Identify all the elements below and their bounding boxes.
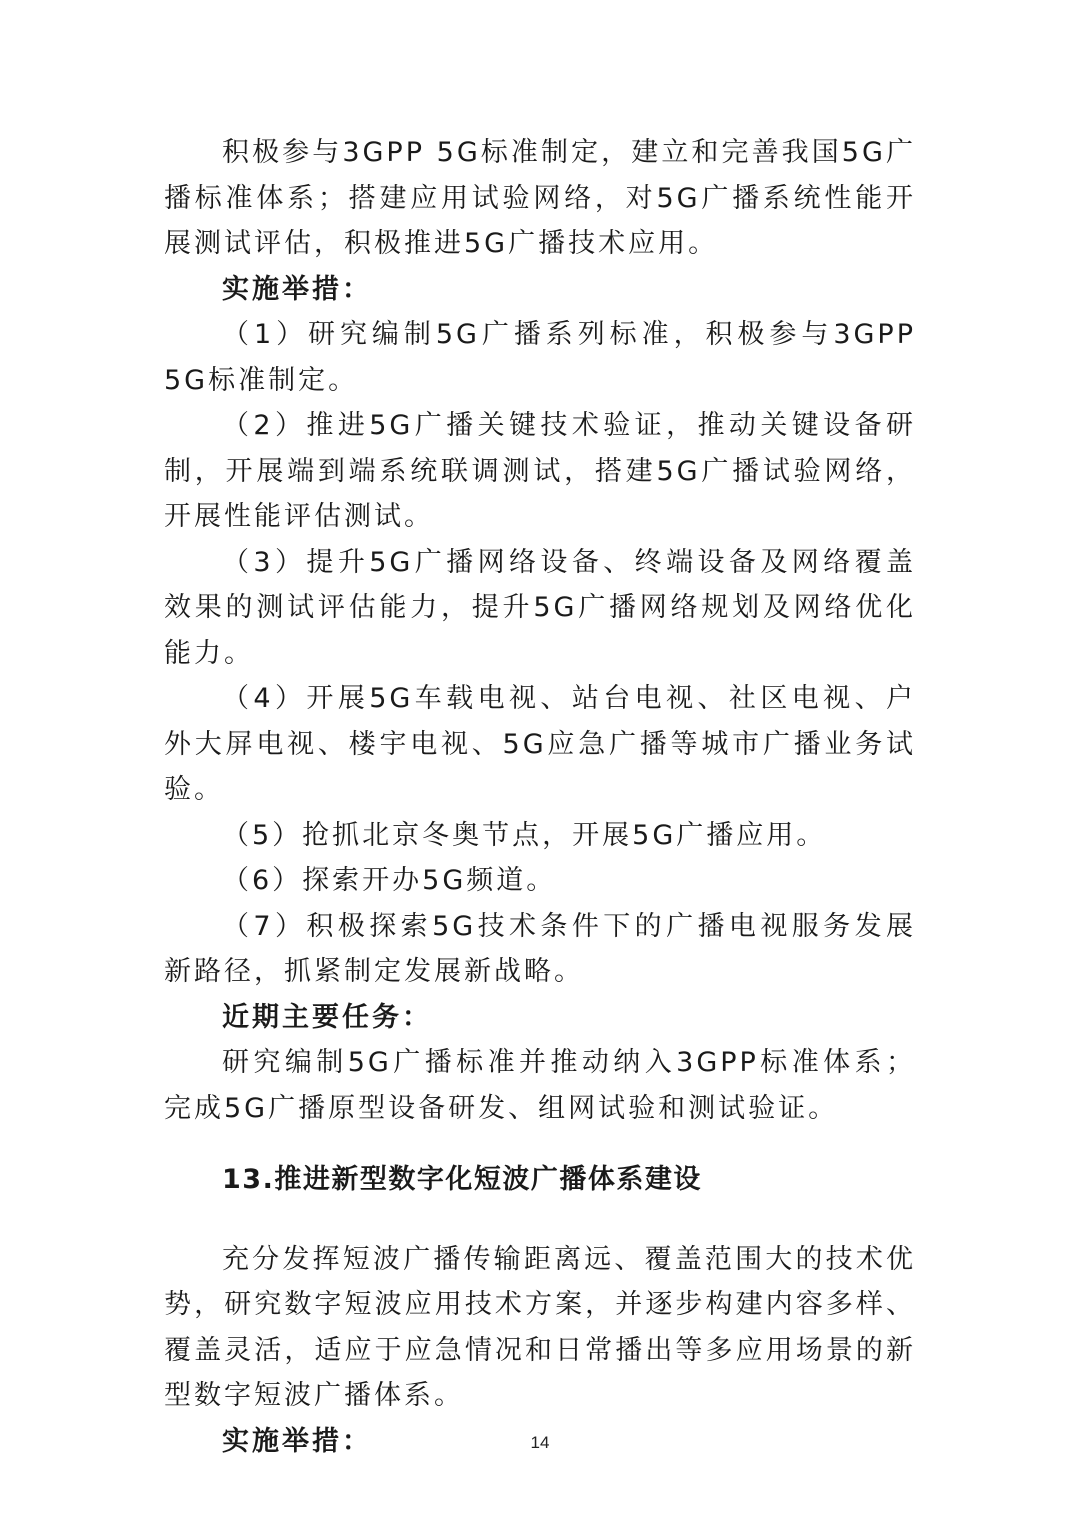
measure-item-5: （5）抢抓北京冬奥节点，开展5G广播应用。 [222,819,827,851]
section-measures-label: 实施举措： [222,1425,372,1457]
measure-item-6: （6）探索开办5G频道。 [222,865,557,896]
near-term-tasks-label: 近期主要任务： [222,1001,432,1033]
measure-item-2: （2）推进5G广播关键技术验证，推动关键设备研制，开展端到端系统联调测试，搭建5G广播试验网络，开展性能评估测试。 [164,410,916,532]
page-number: 14 [530,1433,550,1452]
measures-label: 实施举措： [222,273,372,305]
intro-paragraph: 积极参与3GPP 5G标准制定，建立和完善我国5G广播标准体系；搭建应用试验网络，对5G广播系统性能开展测试评估，积极推进5G广播技术应用。 [164,137,916,259]
measure-item-7: （7）积极探索5G技术条件下的广播电视服务发展新路径，抓紧制定发展新战略。 [164,910,916,987]
measure-item-3: （3）提升5G广播网络设备、终端设备及网络覆盖效果的测试评估能力，提升5G广播网络规划及网络优化能力。 [164,546,916,669]
near-term-tasks-paragraph: 研究编制5G广播标准并推动纳入3GPP标准体系；完成5G广播原型设备研发、组网试验和测试验证。 [164,1047,916,1124]
section-heading: 13.推进新型数字化短波广播体系建设 [222,1164,702,1195]
section-intro-paragraph: 充分发挥短波广播传输距离远、覆盖范围大的技术优势，研究数字短波应用技术方案，并逐步构建内容多样、覆盖灵活，适应于应急情况和日常播出等多应用场景的新型数字短波广播体系。 [164,1243,916,1411]
measure-item-4: （4）开展5G车载电视、站台电视、社区电视、户外大屏电视、楼宇电视、5G应急广播等城市广播业务试验。 [164,683,916,805]
document-body [164,130,916,1464]
measure-item-1: （1）研究编制5G广播系列标准，积极参与3GPP 5G标准制定。 [164,319,916,396]
